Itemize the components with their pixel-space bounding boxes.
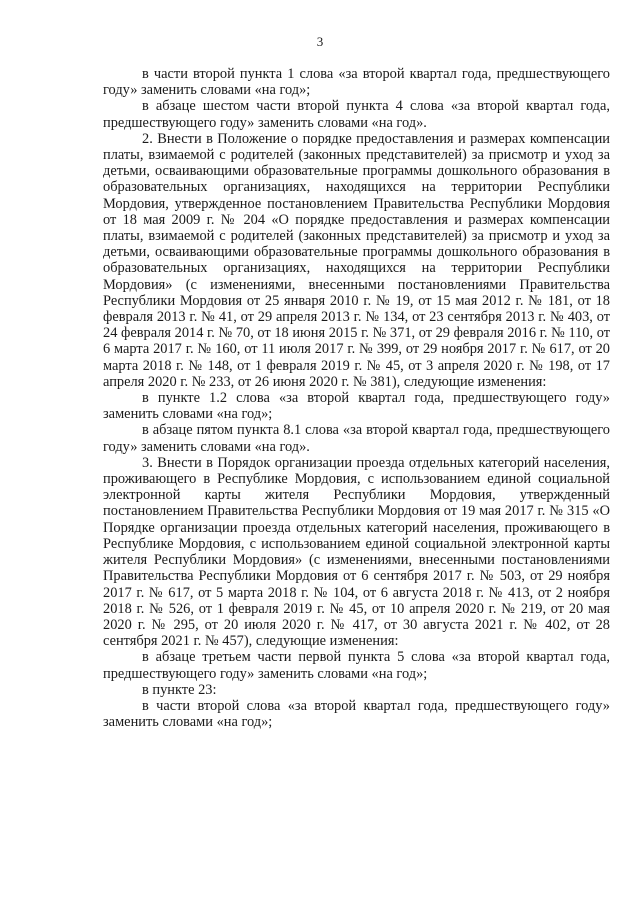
- paragraph-2: в абзаце шестом части второй пункта 4 слова «за второй квартал года, предшествующего году» заменить словами «на год».: [103, 98, 610, 131]
- paragraph-1: в части второй пункта 1 слова «за второй квартал года, предшествующего году» заменить словами «на год»;: [103, 66, 610, 99]
- paragraph-3: 2. Внести в Положение о порядке предоставления и размерах компенсации платы, взимаемой с родителей (законных представителей) за присмотр и уход за детьми, осваивающими образовательные программы дошкольного образования в образовательных организациях, находящихся на территории Республики Мордовия, утвержденное постановлением Правительства Республики Мордовия от 18 мая 2009 г. № 204 «О порядке предоставления и размерах компенсации платы, взимаемой с родителей (законных представителей) за присмотр и уход за детьми, осваивающими образовательные программы дошкольного образования в образовательных организациях, находящихся на территории Республики Мордовия» (с изменениями, внесенными постановлениями Правительства Республики Мордовия от 25 января 2010 г. № 19, от 15 мая 2012 г. № 181, от 18 февраля 2013 г. № 41, от 29 апреля 2013 г. № 134, от 23 сентября 2013 г. № 403, от 24 февраля 2014 г. № 70, от 18 июня 2015 г. № 371, от 29 февраля 2016 г. № 110, от 6 марта 2017 г. № 160, от 11 июля 2017 г. № 399, от 29 ноября 2017 г. № 617, от 20 марта 2018 г. № 148, от 1 февраля 2019 г. № 45, от 3 апреля 2020 г. № 198, от 17 апреля 2020 г. № 233, от 26 июня 2020 г. № 381), следующие изменения:: [103, 130, 610, 390]
- document-body: [103, 66, 610, 730]
- paragraph-6: 3. Внести в Порядок организации проезда отдельных категорий населения, проживающего в Республике Мордовия, с использованием единой социальной электронной карты жителя Республики Мордовия, утвержденный постановлением Правительства Республики Мордовия от 19 мая 2017 г. № 315 «О Порядке организации проезда отдельных категорий населения, проживающего в Республике Мордовия, с использованием единой социальной электронной карты жителя Республики Мордовия» (с изменениями, внесенными постановлениями Правительства Республики Мордовия от 6 сентября 2017 г. № 503, от 29 ноября 2017 г. № 617, от 5 марта 2018 г. № 104, от 6 августа 2018 г. № 413, от 2 ноября 2018 г. № 526, от 1 февраля 2019 г. № 45, от 10 апреля 2020 г. № 219, от 20 мая 2020 г. № 295, от 20 июля 2020 г. № 417, от 30 августа 2021 г. № 402, от 28 сентября 2021 г. № 457), следующие изменения:: [103, 454, 610, 650]
- paragraph-9: в части второй слова «за второй квартал года, предшествующего году» заменить словами «на год»;: [103, 697, 610, 731]
- paragraph-4: в пункте 1.2 слова «за второй квартал года, предшествующего году» заменить словами «на год»;: [103, 390, 610, 423]
- paragraph-8: в пункте 23:: [142, 681, 217, 698]
- page-number: 3: [316, 34, 324, 49]
- paragraph-7: в абзаце третьем части первой пункта 5 слова «за второй квартал года, предшествующего году» заменить словами «на год»;: [103, 649, 610, 682]
- paragraph-5: в абзаце пятом пункта 8.1 слова «за второй квартал года, предшествующего году» заменить словами «на год».: [103, 422, 610, 455]
